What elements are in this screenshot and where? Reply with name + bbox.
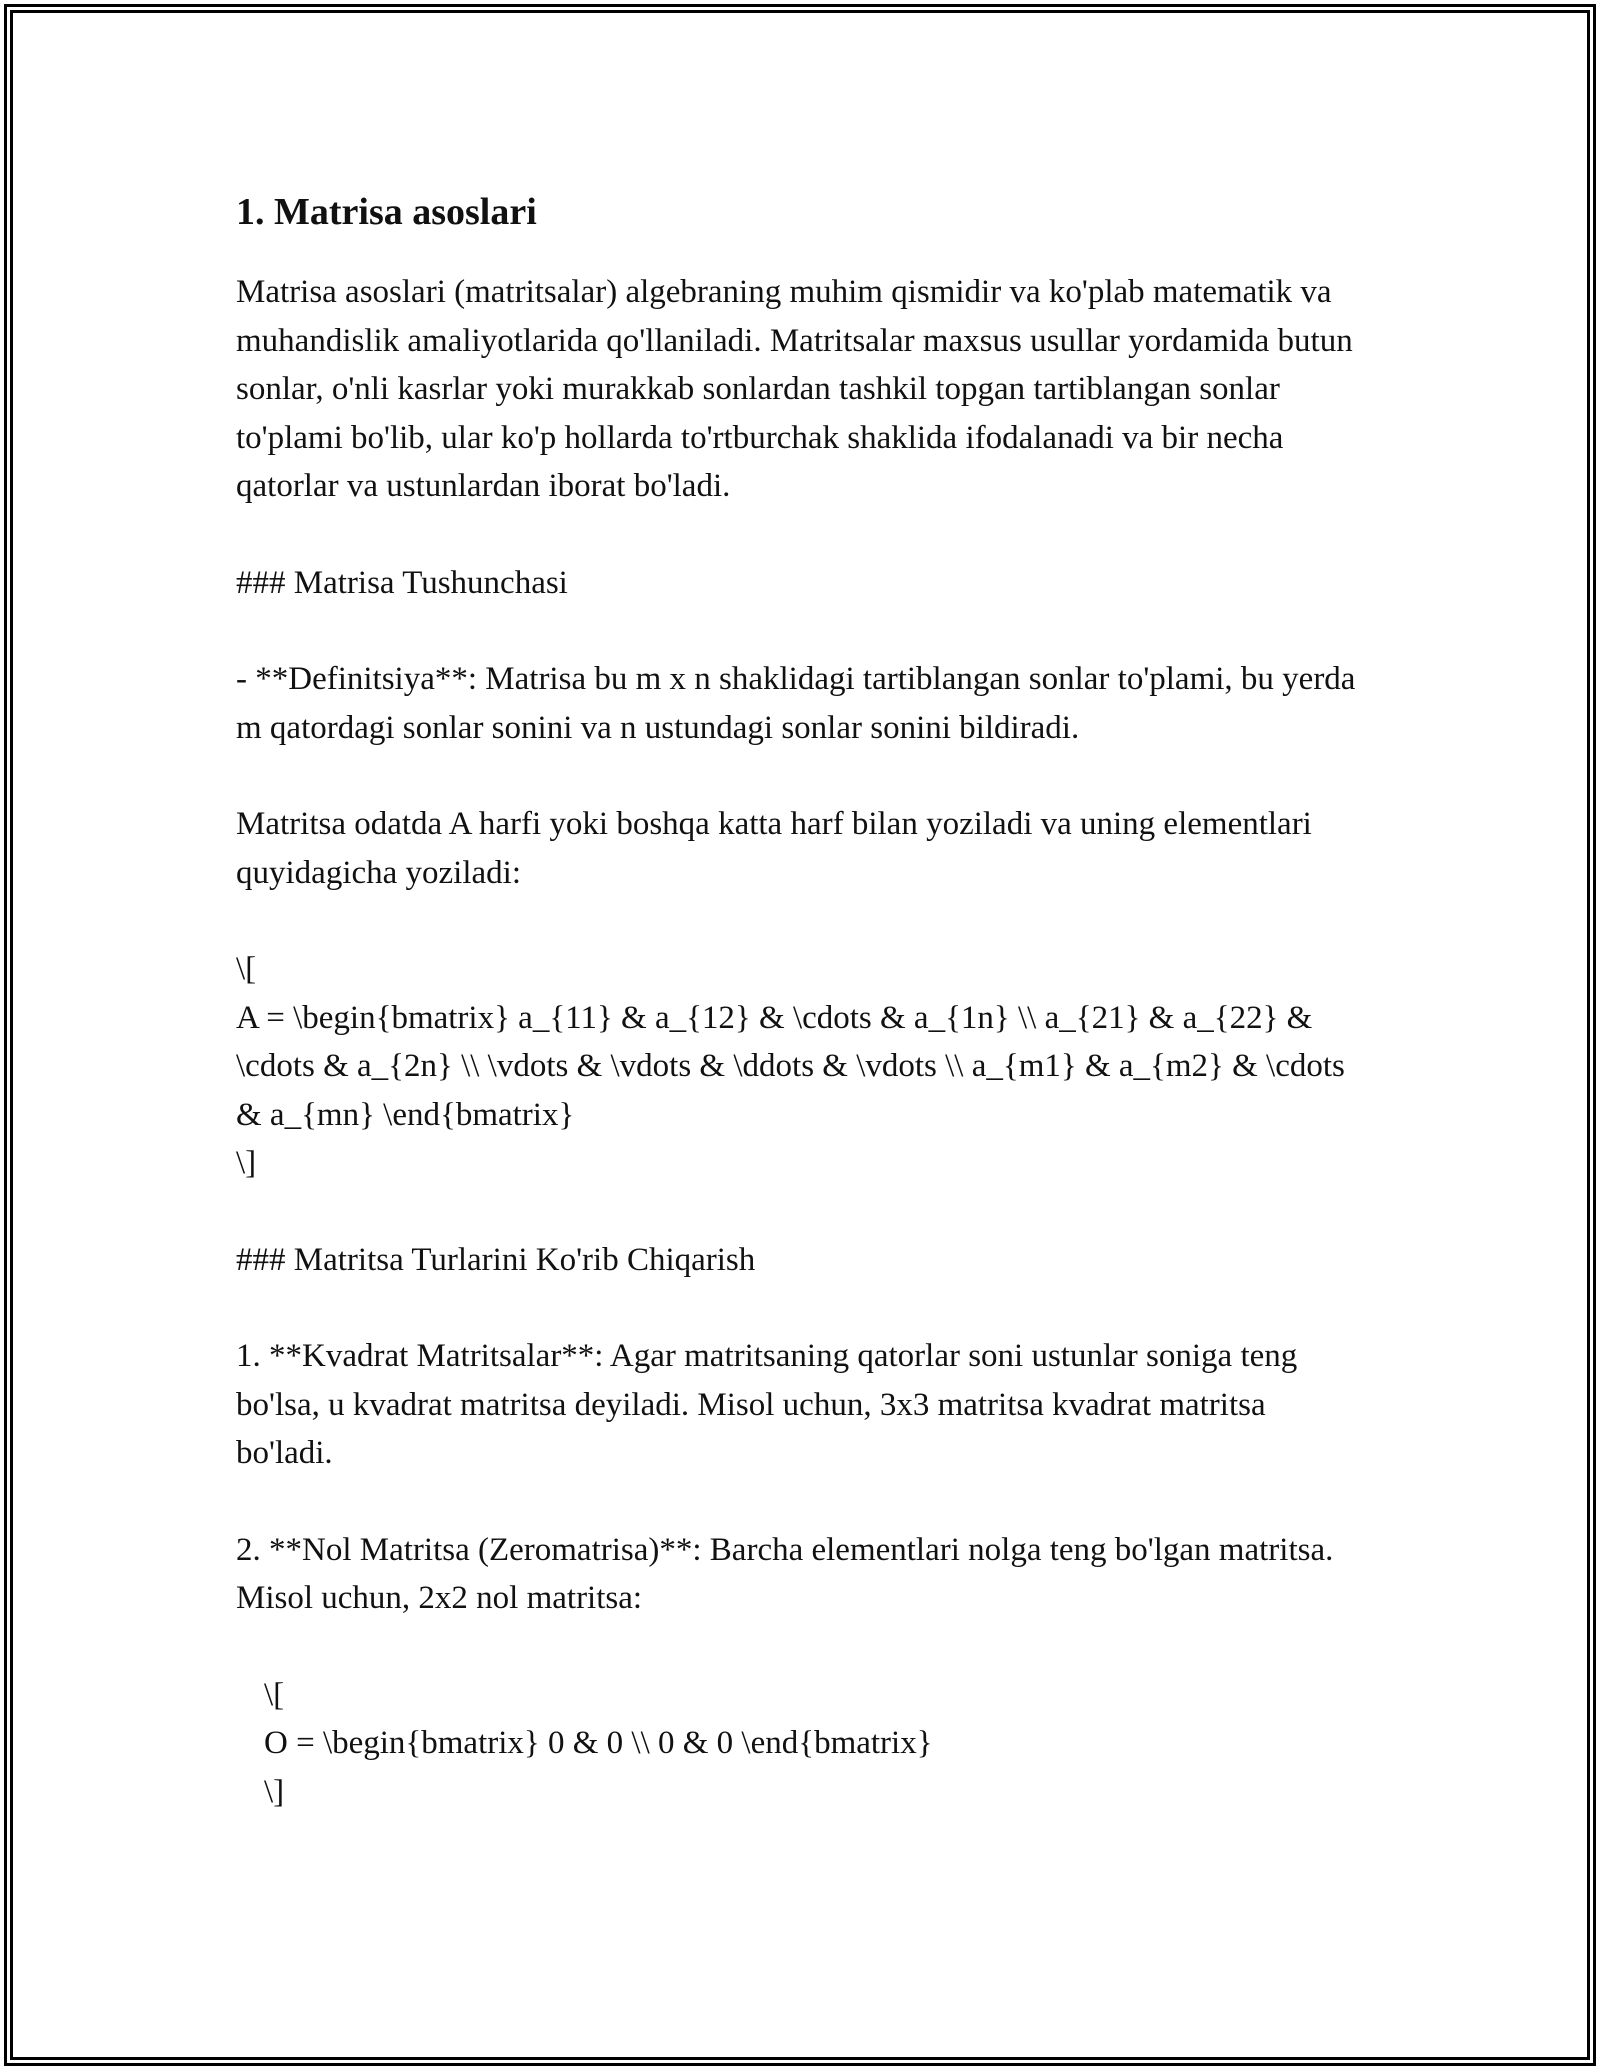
section-heading: 1. Matrisa asoslari (236, 191, 537, 233)
list-item-zero-matrix: 2. **Nol Matritsa (Zeromatrisa)**: Barcha elementlari nolga teng bo'lgan matritsa. Misol uchun, 2x2 nol matritsa: (236, 1531, 1334, 1616)
formula-o-body: O = \begin{bmatrix} 0 & 0 \\ 0 & 0 \end{bmatrix} (264, 1725, 933, 1761)
subheading-matrix-concept: ### Matrisa Tushunchasi (236, 564, 568, 601)
formula-o-open: \[ (264, 1676, 285, 1713)
definition-paragraph: - **Definitsiya**: Matrisa bu m x n shaklidagi tartiblangan sonlar to'plami, bu yerda m qatordagi sonlar sonini va n ustundagi sonlar sonini bildiradi. (236, 661, 1356, 746)
notation-paragraph: Matritsa odatda A harfi yoki boshqa katta harf bilan yoziladi va uning elementlari quyidagicha yoziladi: (236, 806, 1312, 891)
list-item-square-matrix: 1. **Kvadrat Matritsalar**: Agar matritsaning qatorlar soni ustunlar soniga teng bo'lsa, u kvadrat matritsa deyiladi. Misol uchun, 3x3 matritsa kvadrat matritsa bo'ladi. (236, 1338, 1298, 1471)
formula-o-close: \] (264, 1773, 285, 1810)
subheading-matrix-types: ### Matritsa Turlarini Ko'rib Chiqarish (236, 1241, 756, 1278)
formula-a-body: A = \begin{bmatrix} a_{11} & a_{12} & \cdots & a_{1n} \\ a_{21} & a_{22} & \cdots & a_{2n} \\ \vdots & \vdots & \ddots & \vdots \\ a_{m1} & a_{m2} & \cdots & a_{mn} \end{bmatrix} (236, 999, 1345, 1133)
formula-a-open: \[ (236, 951, 257, 987)
formula-a-close: \] (236, 1145, 257, 1181)
intro-paragraph: Matrisa asoslari (matritsalar) algebraning muhim qismidir va ko'plab matematik va muhandislik amaliyotlarida qo'llaniladi. Matritsalar maxsus usullar yordamida butun sonlar, o'nli kasrlar yoki murakkab sonlardan tashkil topgan tartiblangan sonlar to'plami bo'lib, ular ko'p hollarda to'rtburchak shaklida ifodalanadi va bir necha qatorlar va ustunlardan iborat bo'ladi. (236, 274, 1353, 504)
document-body (236, 186, 1366, 1816)
